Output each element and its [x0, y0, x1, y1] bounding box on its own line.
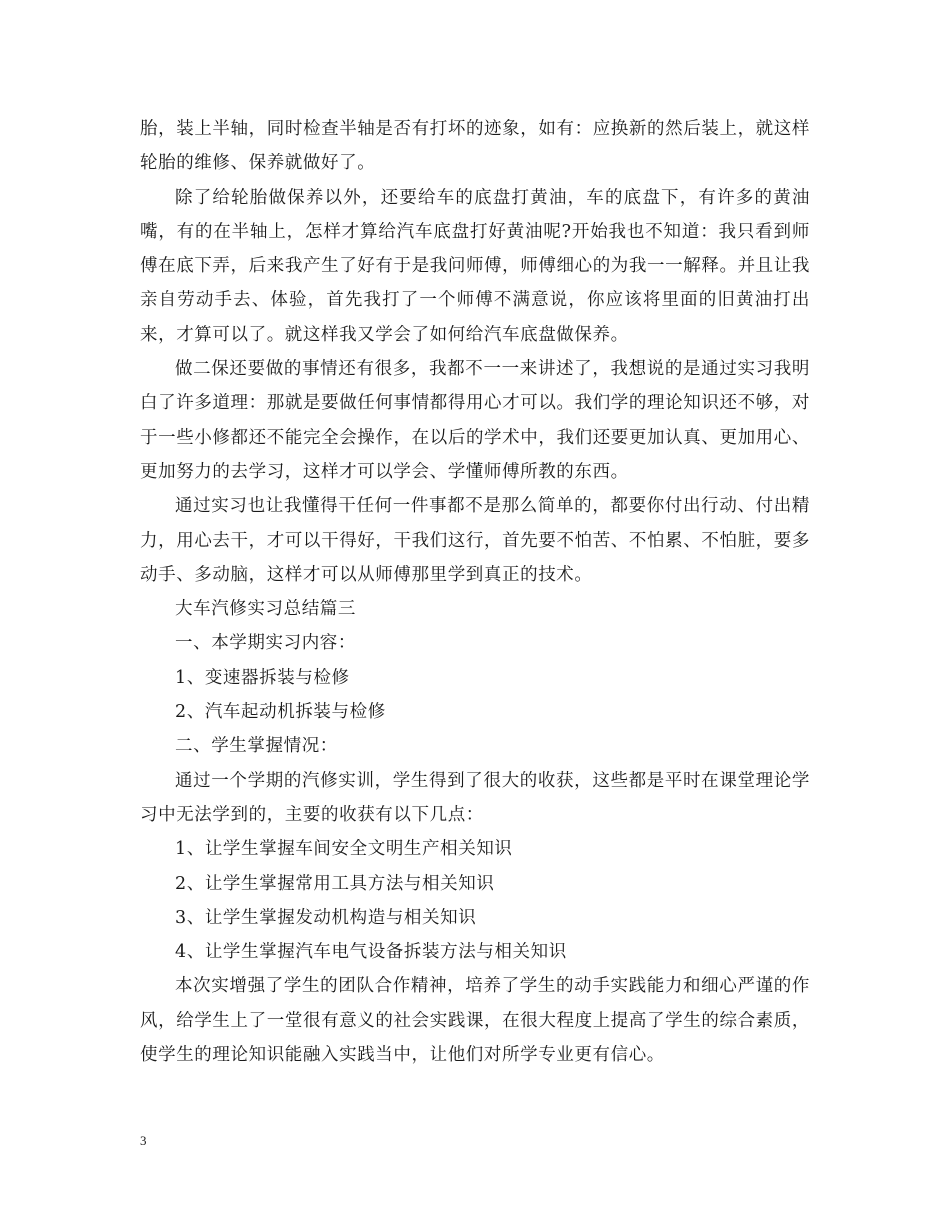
- page-number: 3: [140, 1133, 147, 1148]
- paragraph: 做二保还要做的事情还有很多，我都不一一来讲述了，我想说的是通过实习我明白了许多道理：那就是要做任何事情都得用心才可以。我们学的理论知识还不够，对于一些小修都还不能完全会操作，在以后的学术中，我们还要更加认真、更加用心、更加努力的去学习，这样才可以学会、学懂师傅所教的东西。: [140, 359, 810, 482]
- paragraph: 通过一个学期的汽修实训，学生得到了很大的收获，这些都是平时在课堂理论学习中无法学到的，主要的收获有以下几点：: [140, 770, 810, 825]
- paragraph: 通过实习也让我懂得干任何一件事都不是那么简单的，都要你付出行动、付出精力，用心去干，才可以干得好，干我们这行，首先要不怕苦、不怕累、不怕脏，要多动手、多动脑，这样才可以从师傅那里学到真正的技术。: [140, 496, 810, 585]
- list-item: 2、汽车起动机拆装与检修: [175, 702, 386, 723]
- list-item: 4、让学生掌握汽车电气设备拆装方法与相关知识: [175, 942, 567, 963]
- paragraph: 胎，装上半轴，同时检查半轴是否有打坏的迹象，如有：应换新的然后装上，就这样轮胎的维修、保养就做好了。: [140, 119, 810, 174]
- list-item: 3、让学生掌握发动机构造与相关知识: [175, 907, 477, 928]
- subheading: 二、学生掌握情况：: [175, 736, 338, 757]
- paragraph: 除了给轮胎做保养以外，还要给车的底盘打黄油，车的底盘下，有许多的黄油嘴，有的在半轴上，怎样才算给汽车底盘打好黄油呢?开始我也不知道：我只看到师傅在底下弄，后来我产生了好有于是我问师傅，师傅细心的为我一一解释。并且让我亲自劳动手去、体验，首先我打了一个师傅不满意说，你应该将里面的旧黄油打出来，才算可以了。就这样我又学会了如何给汽车底盘做保养。: [140, 187, 810, 345]
- list-item: 1、变速器拆装与检修: [175, 667, 350, 688]
- document-body: [140, 112, 810, 1072]
- subheading: 一、本学期实习内容：: [175, 633, 356, 654]
- section-heading: 大车汽修实习总结篇三: [175, 599, 356, 620]
- list-item: 1、让学生掌握车间安全文明生产相关知识: [175, 839, 513, 860]
- list-item: 2、让学生掌握常用工具方法与相关知识: [175, 873, 495, 894]
- paragraph: 本次实增强了学生的团队合作精神，培养了学生的动手实践能力和细心严谨的作风，给学生上了一堂很有意义的社会实践课，在很大程度上提高了学生的综合素质，使学生的理论知识能融入实践当中，让他们对所学专业更有信心。: [140, 976, 810, 1066]
